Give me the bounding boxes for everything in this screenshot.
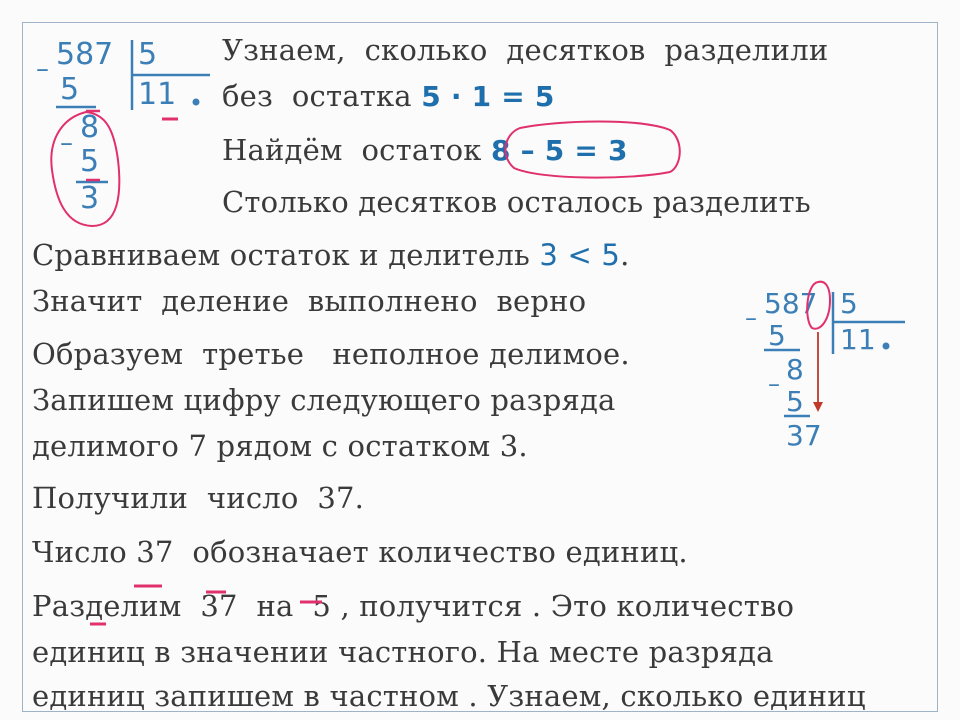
line-11: Число 37 обозначает количество единиц. (32, 535, 688, 569)
remainder-2: 37 (786, 419, 822, 452)
minus-sign: – (768, 370, 780, 398)
line-2-text: без остатка (222, 79, 422, 113)
pink-ellipse (505, 122, 679, 178)
line-8: Запишем цифру следующего разряда (32, 383, 616, 417)
line-3-text: Найдём остаток (222, 133, 492, 167)
line-9: делимого 7 рядом с остатком 3. (32, 429, 528, 463)
quotient: 11 (138, 77, 177, 112)
quotient: 11 (840, 323, 876, 356)
line-14: единиц запишем в частном . Узнаем, сколько единиц (32, 679, 866, 713)
remainder-1: 8 (80, 110, 100, 145)
equation-5x1: 5 · 1 = 5 (421, 80, 555, 113)
line-5-end: . (620, 238, 630, 272)
subtrahend-1: 5 (768, 319, 786, 352)
line-12: Разделим 37 на 5 , получится . Это количество (32, 589, 795, 623)
dividend: 587 (56, 37, 114, 72)
line-4: Столько десятков осталось разделить (222, 185, 811, 219)
arrow-head (813, 402, 823, 412)
subtrahend-2: 5 (786, 385, 804, 418)
remainder-1: 8 (786, 353, 804, 386)
minus-sign: – (36, 54, 49, 84)
equation-8-5: 8 – 5 = 3 (491, 134, 628, 167)
pink-oval (807, 282, 830, 329)
remainder-2: 3 (80, 181, 100, 216)
divisor: 5 (840, 287, 858, 320)
minus-sign: – (745, 304, 757, 332)
line-10: Получили число 37. (32, 481, 365, 515)
divisor: 5 (138, 37, 158, 72)
subtrahend-1: 5 (60, 72, 80, 107)
pink-oval (51, 112, 119, 226)
line-7: Образуем третье неполное делимое. (32, 337, 630, 371)
line-6: Значит деление выполнено верно (32, 284, 587, 318)
minus-sign: – (60, 128, 73, 158)
quotient-dot (883, 343, 890, 350)
quotient-dot (193, 99, 200, 106)
dividend: 587 (764, 287, 818, 320)
line-13: единиц в значении частного. На месте разряда (32, 635, 774, 669)
subtrahend-2: 5 (80, 144, 100, 179)
comparison: 3 < 5 (539, 238, 621, 272)
line-1: Узнаем, сколько десятков разделили (222, 33, 829, 67)
line-5-text: Сравниваем остаток и делитель (32, 238, 540, 272)
